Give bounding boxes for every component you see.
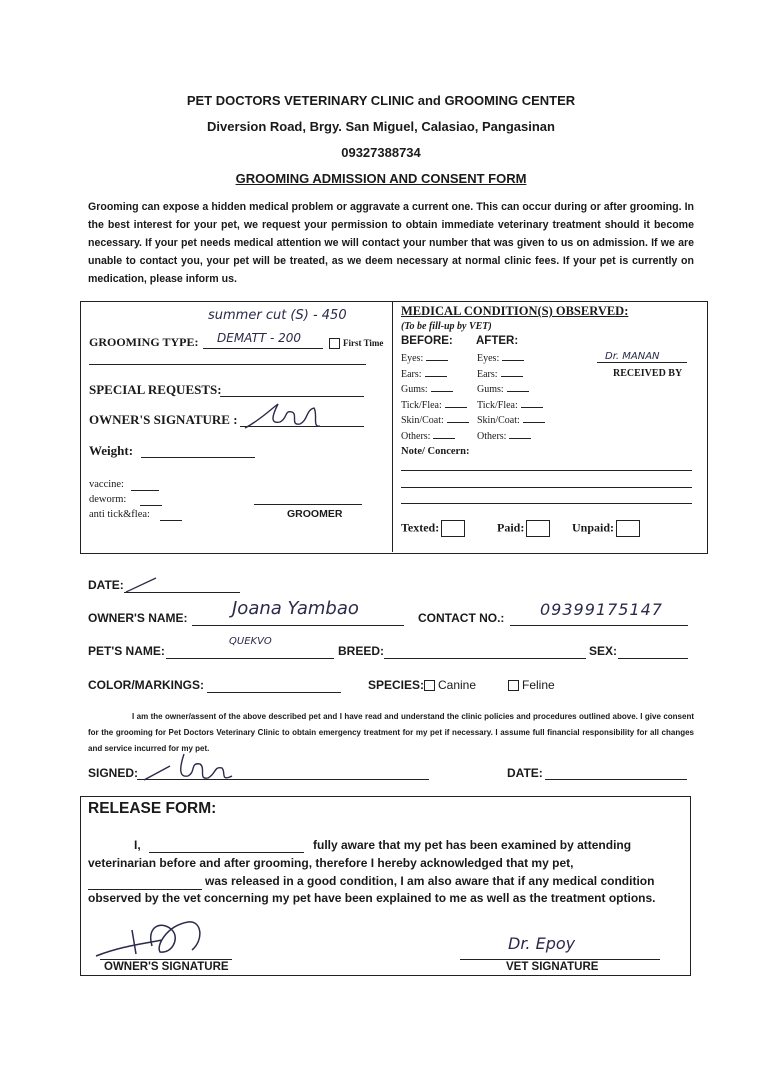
med-row-label: Tick/Flea: bbox=[477, 399, 518, 411]
release-title: RELEASE FORM: bbox=[88, 800, 217, 817]
intro-paragraph: Grooming can expose a hidden medical problem or aggravate a current one. This can occur during or after grooming. In the best interest for your pet, we request your permission to obtain immediate veterinary treatment should it become necessary. If your pet needs medical attention we will contact your number that was given to us on admission. If we are unable to contact you, your pet will be treated, as we deem necessary at normal clinic fees. If your pet is currently on medication, please inform us. bbox=[88, 201, 694, 285]
box-divider bbox=[392, 302, 393, 552]
release-pet-line[interactable] bbox=[88, 889, 202, 890]
date2-label: DATE: bbox=[507, 766, 543, 780]
med-after-row[interactable] bbox=[477, 400, 543, 411]
date2-line[interactable] bbox=[545, 779, 687, 780]
deworm-label: deworm: bbox=[89, 494, 127, 505]
med-row-label: Eyes: bbox=[401, 353, 424, 364]
note-line-3[interactable] bbox=[401, 503, 692, 504]
signed-label: SIGNED: bbox=[88, 766, 139, 780]
release-line2: veterinarian before and after grooming, therefore I hereby acknowledged that my pet, bbox=[88, 856, 574, 870]
med-row-label: Gums: bbox=[477, 384, 504, 396]
med-row-label: Ears: bbox=[401, 368, 422, 380]
groomer-line[interactable] bbox=[254, 504, 362, 505]
feline-checkbox[interactable] bbox=[508, 680, 519, 691]
special-requests-label: SPECIAL REQUESTS: bbox=[89, 382, 222, 397]
release-name-line[interactable] bbox=[149, 852, 304, 853]
med-row-label: Others: bbox=[401, 431, 431, 442]
breed-label: BREED: bbox=[338, 644, 385, 658]
note-line-2[interactable] bbox=[401, 487, 692, 488]
med-row-label: Others: bbox=[477, 431, 507, 442]
unpaid-option[interactable] bbox=[572, 520, 640, 537]
unpaid-label: Unpaid: bbox=[572, 520, 615, 535]
med-row-line[interactable] bbox=[426, 360, 448, 361]
hand-dematt[interactable]: DEMATT - 200 bbox=[217, 331, 302, 345]
med-row-line[interactable] bbox=[431, 391, 453, 392]
hand-vet: Dr. Epoy bbox=[508, 934, 576, 953]
med-row-line[interactable] bbox=[433, 438, 455, 439]
med-row-label: Skin/Coat: bbox=[477, 415, 520, 427]
hand-receiver: Dr. MANAN bbox=[605, 351, 660, 362]
med-row-line[interactable] bbox=[507, 391, 529, 392]
release-line4: observed by the vet concerning my pet have been explained to me as well as the treatment options. bbox=[88, 891, 656, 905]
med-row-line[interactable] bbox=[447, 422, 469, 423]
groomer-label: GROOMER bbox=[287, 508, 343, 520]
clinic-phone: 09327388734 bbox=[341, 145, 421, 160]
date-stroke-icon bbox=[124, 576, 160, 594]
note-line-1[interactable] bbox=[401, 470, 692, 471]
grooming-type-label: GROOMING TYPE: bbox=[89, 335, 199, 349]
clinic-name: PET DOCTORS VETERINARY CLINIC and GROOMING CENTER bbox=[186, 93, 576, 108]
breed-line[interactable] bbox=[384, 658, 586, 659]
hand-service: summer cut (S) - 450 bbox=[208, 308, 347, 323]
received-by-label: RECEIVED BY bbox=[613, 368, 683, 379]
weight-line[interactable] bbox=[141, 457, 255, 458]
paid-label: Paid: bbox=[497, 520, 525, 535]
canine-option[interactable] bbox=[424, 678, 476, 692]
med-after-row[interactable] bbox=[477, 384, 529, 395]
first-time-checkbox[interactable] bbox=[329, 338, 340, 349]
note-label: Note/ Concern: bbox=[401, 446, 470, 457]
date-label: DATE: bbox=[88, 578, 124, 592]
med-before-row[interactable] bbox=[401, 353, 448, 364]
hand-pet-name[interactable]: QUEKVO bbox=[229, 636, 272, 647]
first-time-label: First Time bbox=[343, 338, 384, 348]
texted-option[interactable] bbox=[401, 520, 465, 537]
hand-owner-name[interactable]: Joana Yambao bbox=[232, 598, 359, 619]
release-line3: was released in a good condition, I am also aware that if any medical condition bbox=[205, 874, 655, 888]
sex-label: SEX: bbox=[589, 644, 618, 658]
receiver-line[interactable] bbox=[597, 362, 687, 363]
owner-signature-label: OWNER'S SIGNATURE bbox=[104, 961, 229, 973]
feline-option[interactable] bbox=[508, 678, 555, 692]
hand-contact[interactable]: 09399175147 bbox=[540, 600, 663, 619]
med-before-row[interactable] bbox=[401, 415, 469, 426]
before-heading: BEFORE: bbox=[401, 335, 453, 347]
form-title: GROOMING ADMISSION AND CONSENT FORM bbox=[235, 171, 527, 186]
sex-line[interactable] bbox=[618, 658, 688, 659]
color-label: COLOR/MARKINGS: bbox=[88, 678, 204, 692]
clinic-address: Diversion Road, Brgy. San Miguel, Calasiao, Pangasinan bbox=[207, 119, 555, 134]
release-owner-scribble-icon bbox=[92, 916, 212, 962]
deworm-line[interactable] bbox=[140, 505, 162, 506]
vaccine-label: vaccine: bbox=[89, 479, 124, 490]
consent-paragraph: I am the owner/assent of the above described pet and I have read and understand the clinic policies and procedures outlined above. I give consent for the grooming for Pet Doctors Veterinary Clinic to obtain emergency treatment for my pet if necessary. I assume full financial responsibility for all changes and service incurred for my pet. bbox=[88, 712, 694, 753]
med-row-line[interactable] bbox=[521, 407, 543, 408]
med-row-line[interactable] bbox=[502, 360, 524, 361]
grooming-type-line bbox=[203, 348, 323, 349]
grooming-type-line2 bbox=[89, 364, 366, 365]
anti-tick-label: anti tick&flea: bbox=[89, 509, 150, 520]
owner-name-label: OWNER'S NAME: bbox=[88, 611, 188, 625]
med-row-label: Tick/Flea: bbox=[401, 399, 442, 411]
color-line[interactable] bbox=[207, 692, 341, 693]
med-after-row[interactable] bbox=[477, 415, 545, 426]
special-requests-line[interactable] bbox=[220, 396, 364, 397]
med-before-row[interactable] bbox=[401, 369, 447, 380]
first-time-option[interactable] bbox=[329, 338, 383, 349]
contact-line[interactable] bbox=[510, 625, 688, 626]
med-row-label: Skin/Coat: bbox=[401, 415, 444, 427]
species-label: SPECIES: bbox=[368, 678, 425, 692]
vet-signature-label: VET SIGNATURE bbox=[506, 961, 599, 973]
med-after-row[interactable] bbox=[477, 353, 524, 364]
medical-title: MEDICAL CONDITION(S) OBSERVED: bbox=[401, 304, 629, 318]
med-before-row[interactable] bbox=[401, 431, 455, 442]
med-row-label: Eyes: bbox=[477, 353, 500, 364]
medical-subtitle: (To be fill-up by VET) bbox=[401, 321, 492, 332]
after-heading: AFTER: bbox=[476, 335, 519, 347]
med-row-label: Ears: bbox=[477, 368, 498, 380]
med-row-label: Gums: bbox=[401, 384, 428, 396]
paid-checkbox[interactable] bbox=[526, 520, 550, 537]
canine-label: Canine bbox=[438, 678, 477, 692]
owner-signature-scribble-icon bbox=[240, 398, 330, 438]
med-row-line[interactable] bbox=[425, 376, 447, 377]
texted-label: Texted: bbox=[401, 520, 440, 535]
owners-signature-label: OWNER'S SIGNATURE : bbox=[89, 412, 238, 427]
vaccine-line[interactable] bbox=[131, 490, 159, 491]
med-before-row[interactable] bbox=[401, 384, 453, 395]
signed-scribble-icon bbox=[140, 748, 240, 790]
med-row-line[interactable] bbox=[523, 422, 545, 423]
pet-name-label: PET'S NAME: bbox=[88, 644, 165, 658]
med-row-line[interactable] bbox=[501, 376, 523, 377]
weight-label: Weight: bbox=[89, 443, 134, 458]
feline-label: Feline bbox=[522, 678, 555, 692]
texted-checkbox[interactable] bbox=[441, 520, 465, 537]
unpaid-checkbox[interactable] bbox=[616, 520, 640, 537]
med-before-row[interactable] bbox=[401, 400, 467, 411]
pet-name-line[interactable] bbox=[166, 658, 334, 659]
owner-name-line[interactable] bbox=[192, 625, 404, 626]
canine-checkbox[interactable] bbox=[424, 680, 435, 691]
release-line1: fully aware that my pet has been examined by attending bbox=[313, 838, 632, 852]
paid-option[interactable] bbox=[497, 520, 550, 537]
anti-tick-line[interactable] bbox=[160, 520, 182, 521]
release-vet-line[interactable] bbox=[460, 959, 660, 960]
release-owner-line[interactable] bbox=[100, 959, 232, 960]
med-after-row[interactable] bbox=[477, 369, 523, 380]
med-after-row[interactable] bbox=[477, 431, 531, 442]
contact-label: CONTACT NO.: bbox=[418, 611, 505, 625]
med-row-line[interactable] bbox=[445, 407, 467, 408]
release-i: I, bbox=[134, 838, 141, 852]
med-row-line[interactable] bbox=[509, 438, 531, 439]
